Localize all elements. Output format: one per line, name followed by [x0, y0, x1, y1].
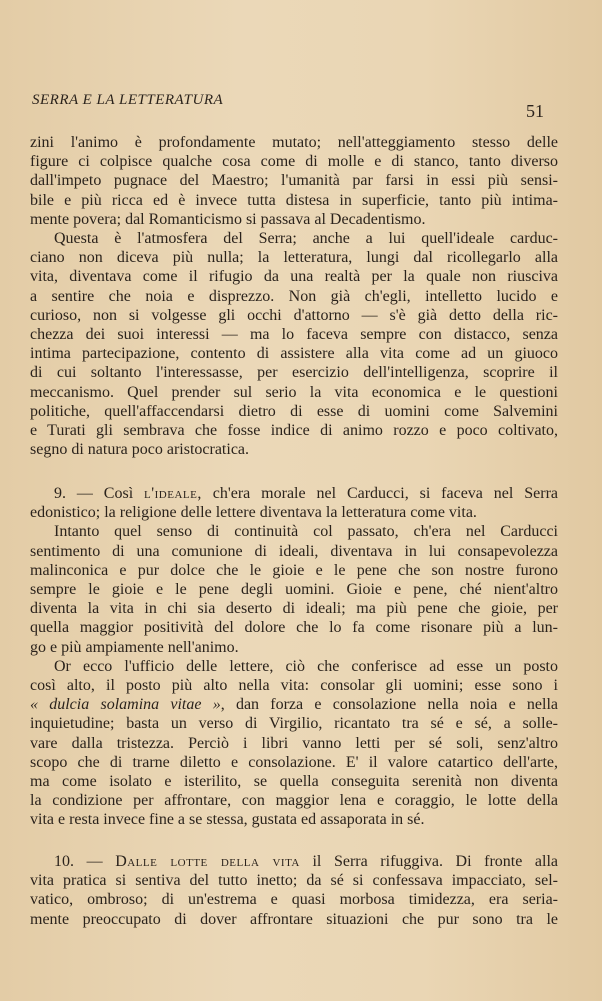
text-line: sentimento di una comunione di ideali, diventava in lui consapevolezza — [30, 542, 558, 560]
section-10 — [30, 852, 558, 929]
text-line: ciano non diceva più nulla; la letteratura, lungi dal ricollegarlo alla — [30, 249, 558, 267]
text-line: e Turati gli sembrava che fosse indice di animo rozzo e poco coltivato, — [30, 422, 558, 440]
text-line: mente preoccupato di dover affrontare situazioni che pur sono tra le — [30, 910, 558, 928]
text-fragment: , dan forza e consolazione nella noia e nella — [220, 696, 558, 714]
text-line: vita pratica si sentiva del tutto inetto; da sé si confessava impacciato, sel- — [30, 872, 558, 890]
section-heading-line — [30, 484, 558, 503]
section-heading-line — [30, 852, 558, 871]
text-line: a sentire che noia e disprezzo. Non già ch'egli, intelletto lucido e — [30, 287, 558, 305]
section-9 — [30, 484, 558, 830]
text-line: bile e più ricca ed è invece tutta distesa in superficie, tanto più intima- — [30, 191, 558, 209]
text-line: zini l'animo è profondamente mutato; nell'atteggiamento stesso delle — [30, 134, 558, 151]
text-fragment: ch'era morale nel Carducci, si faceva nel Serra — [201, 485, 558, 502]
text-line: vatico, ombroso; di un'estrema e quasi morbosa timidezza, era seria- — [30, 891, 558, 909]
text-line: Or ecco l'ufficio delle lettere, ciò che conferisce ad esse un posto — [54, 657, 558, 675]
text-line: go e più ampiamente nell'animo. — [30, 638, 239, 656]
text-line: figure ci colpisce qualche cosa come di molle e di stanco, tanto diverso — [30, 153, 558, 171]
text-line: mente povera; dal Romanticismo si passava al Decadentismo. — [30, 210, 426, 228]
text-line: vita, diventava come il rifugio da una realtà per la quale non riusciva — [30, 268, 558, 286]
running-head: SERRA E LA LETTERATURA — [32, 92, 224, 108]
text-line: Questa è l'atmosfera del Serra; anche a lui quell'ideale carduc- — [54, 230, 558, 248]
text-line: malinconica e pur dolce che le gioie e le pene che son nostre furono — [30, 561, 558, 579]
text-fragment: il Serra rifuggiva. Di fronte alla — [299, 853, 558, 870]
text-line: scopo che di trarne diletto e consolazione. E' il valore catartico dell'arte, — [30, 753, 558, 771]
text-line: dall'impeto pugnace del Maestro; l'umanità par farsi in essi più sensi- — [30, 172, 558, 190]
text-line: di cui soltanto l'interessasse, per esercizio dell'intelligenza, scoprire il — [30, 364, 558, 382]
text-line: chezza dei suoi interessi — ma lo faceva sempre con distacco, senza — [30, 326, 558, 344]
text-line: diventa la vita in chi sia deserto di ideali; ma più pene che gioie, per — [30, 600, 558, 618]
section-number: 10. — — [54, 853, 116, 870]
text-line: vita e resta invece fine a se stessa, gustata ed assaporata in sé. — [30, 811, 425, 829]
text-line: intima partecipazione, contento di assistere alla vita come ad un giuoco — [30, 345, 558, 363]
section-number: 9. — Così — [54, 485, 145, 502]
latin-quote: « dulcia solamina vitae » — [30, 696, 221, 714]
text-line: curioso, non si volgesse gli occhi d'attorno — s'è già detto della ric- — [30, 306, 558, 324]
text-line: meccanismo. Quel prender sul serio la vita economica e le questioni — [30, 383, 558, 401]
text-line: così alto, il posto più alto nella vita: consolar gli uomini; esse sono i — [30, 677, 558, 695]
section-keyword: l'ideale, — [144, 485, 202, 502]
text-line: la condizione per affrontare, con maggior lena e coraggio, le lotte della — [30, 792, 558, 810]
paragraph-block-1 — [30, 133, 558, 459]
text-line: Intanto quel senso di continuità col passato, ch'era nel Carducci — [54, 523, 558, 541]
text-line: vare dalla tristezza. Perciò i libri vanno letti per sé soli, senz'altro — [30, 734, 558, 752]
section-keyword: Dalle lotte della vita — [115, 853, 300, 870]
text-line: edonistico; la religione delle lettere diventava la letteratura come vita. — [30, 504, 477, 522]
text-line: politiche, quell'affaccendarsi dietro di esse di uomini come Salvemini — [30, 402, 558, 420]
page-number: 51 — [526, 101, 544, 121]
quote-line — [30, 695, 558, 714]
text-line: inquietudine; basta un verso di Virgilio, ricantato tra sé e sé, a solle- — [30, 715, 558, 733]
text-line: ma come isolato e isterilito, se quella conseguita serenità non diventa — [30, 773, 558, 791]
text-line: segno di natura poco aristocratica. — [30, 441, 250, 459]
text-line: quella maggior positività del dolore che lo fa come risonare più a lun- — [30, 619, 558, 637]
text-line: sempre le gioie e le pene degli uomini. Gioie e pene, ché nient'altro — [30, 581, 558, 599]
